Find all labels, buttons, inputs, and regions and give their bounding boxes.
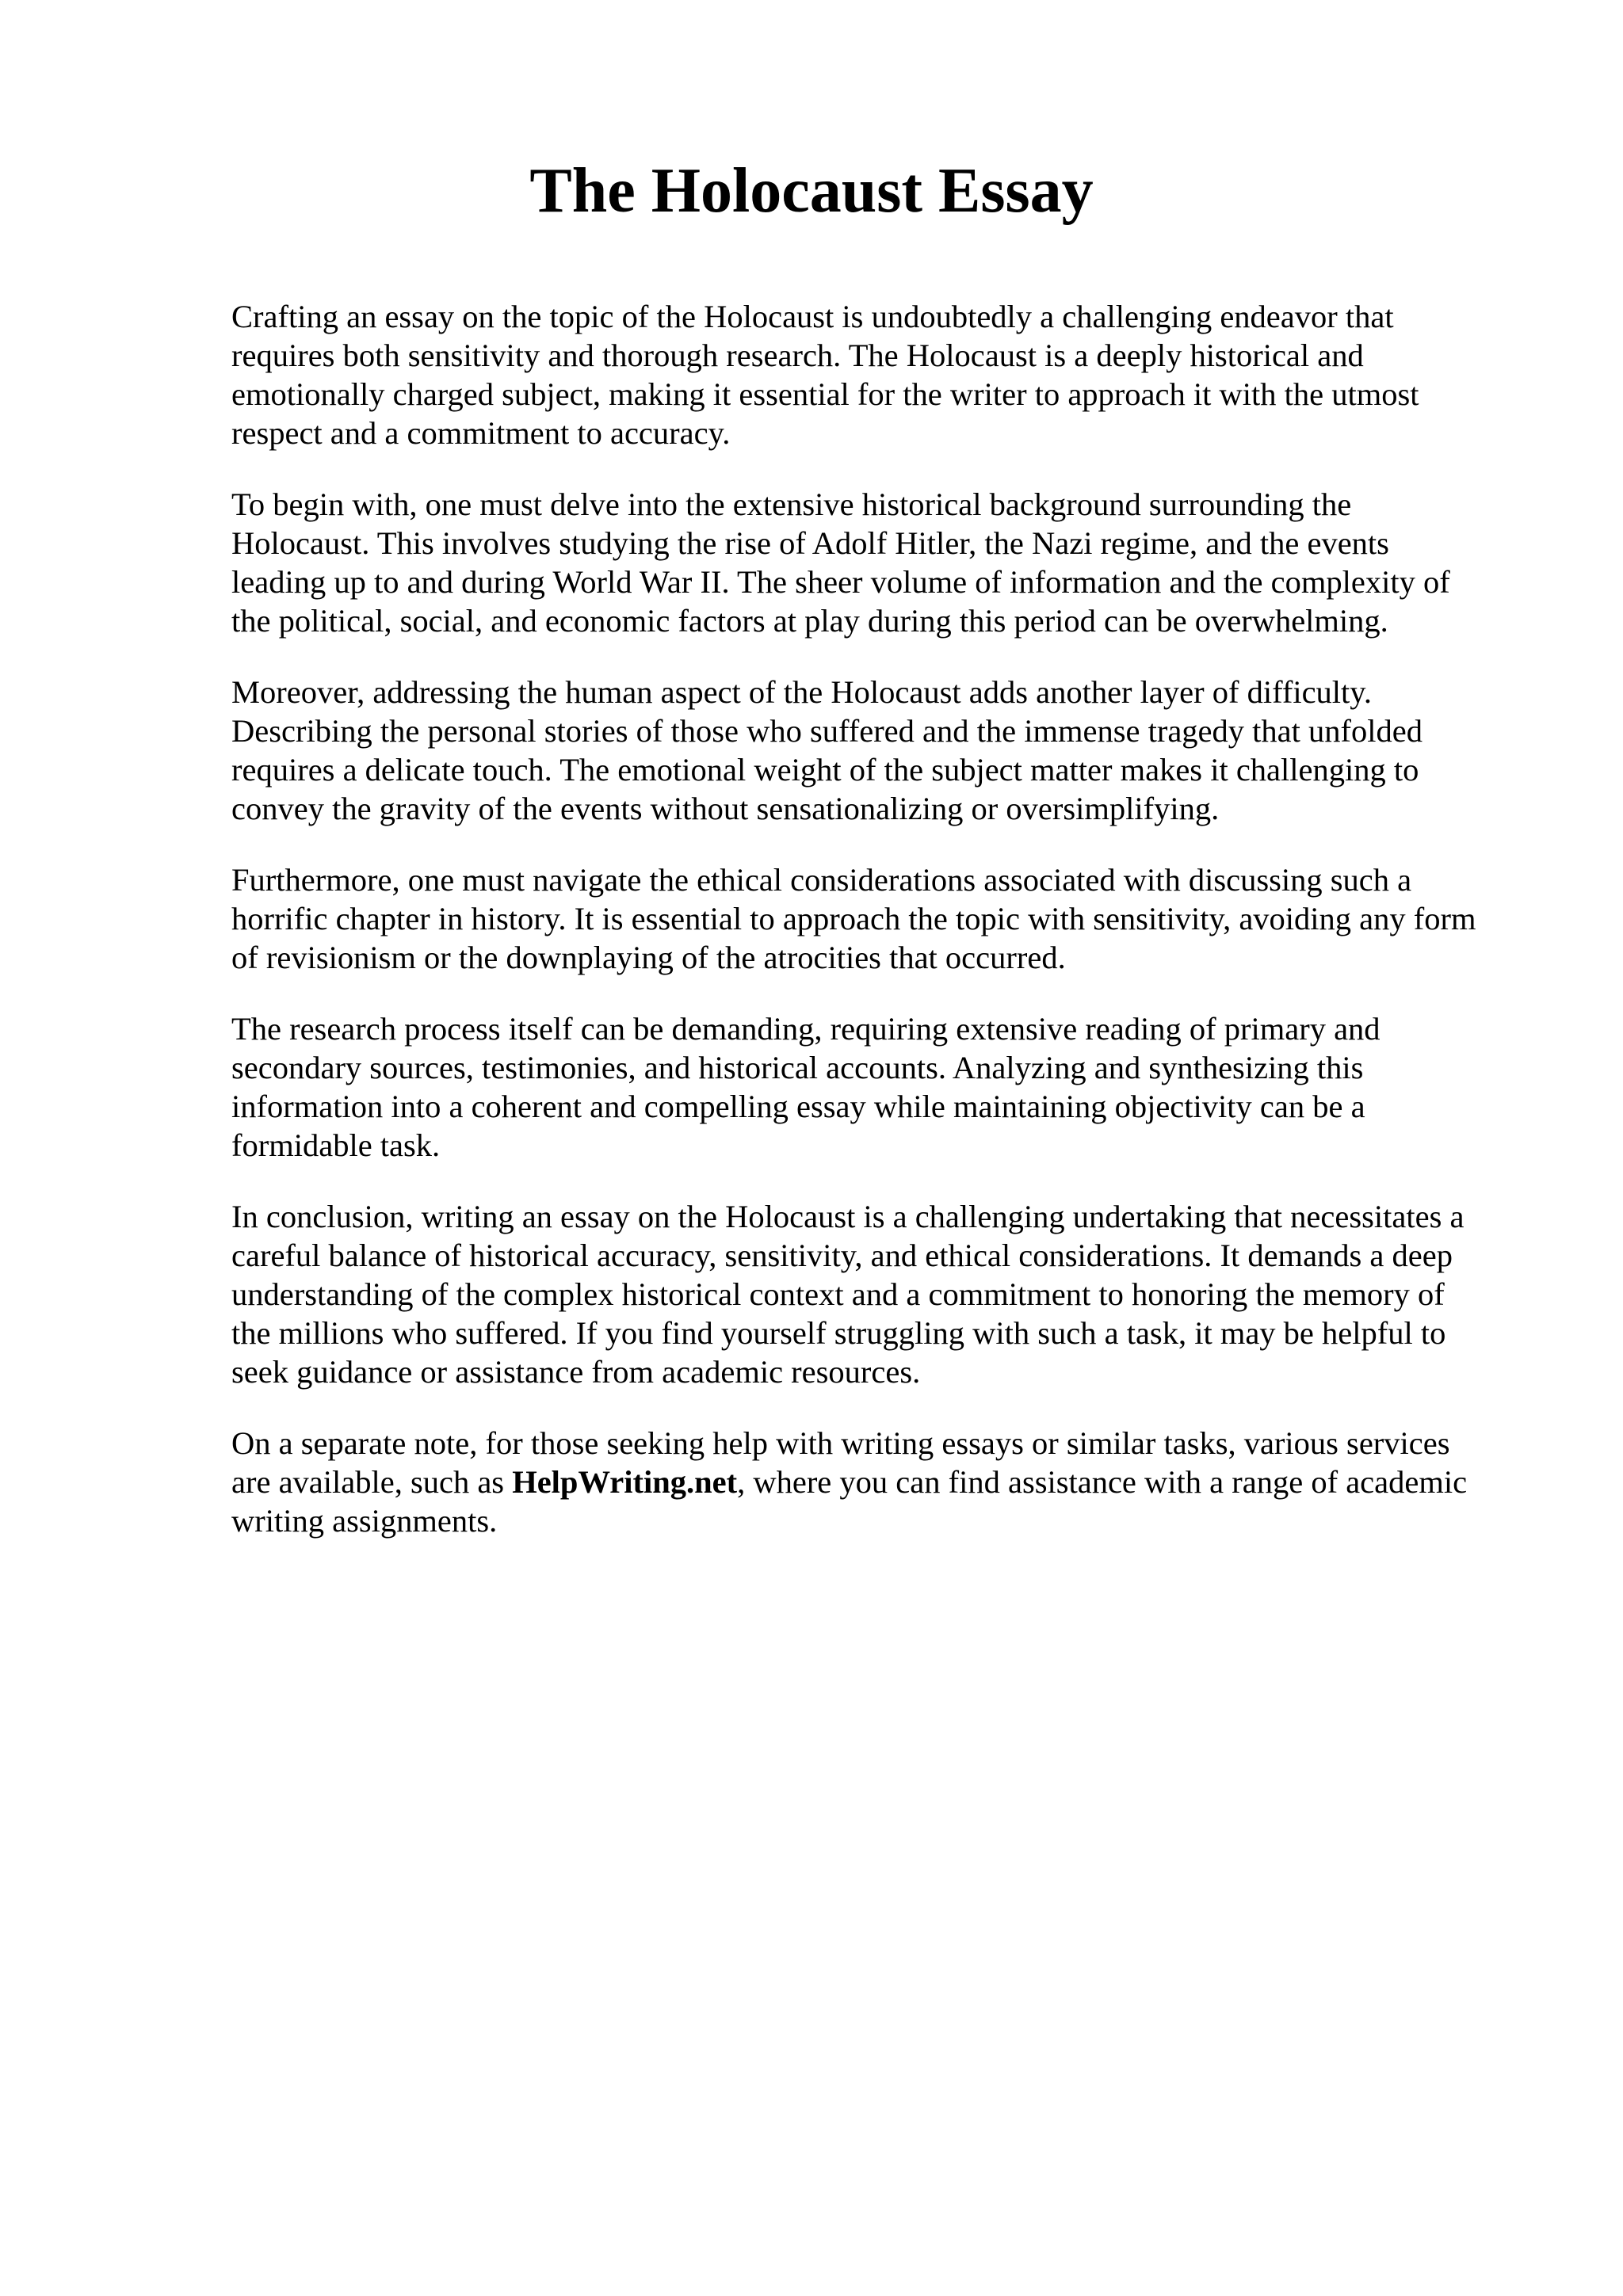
text-line: of revisionism or the downplaying of the atrocities that occurred.	[231, 940, 1066, 975]
closing-text-after: , where you can find assistance with a range of academic	[737, 1464, 1468, 1500]
essay-body	[231, 297, 1531, 1573]
text-line-with-link	[231, 1463, 1531, 1501]
text-line: respect and a commitment to accuracy.	[231, 415, 731, 451]
text-line: leading up to and during World War II. The sheer volume of information and the complexity of	[231, 564, 1450, 600]
page-title: The Holocaust Essay	[529, 156, 1094, 226]
paragraph-2	[231, 485, 1531, 640]
text-line: information into a coherent and compelling essay while maintaining objectivity can be a	[231, 1089, 1365, 1124]
text-line: the political, social, and economic factors at play during this period can be overwhelming.	[231, 603, 1388, 639]
text-line: requires both sensitivity and thorough research. The Holocaust is a deeply historical and	[231, 338, 1364, 373]
text-line: seek guidance or assistance from academic resources.	[231, 1354, 921, 1390]
text-line: To begin with, one must delve into the extensive historical background surrounding the	[231, 486, 1352, 522]
paragraph-4	[231, 860, 1531, 977]
text-line: the millions who suffered. If you find yourself struggling with such a task, it may be helpful to	[231, 1315, 1446, 1351]
text-line: secondary sources, testimonies, and historical accounts. Analyzing and synthesizing this	[231, 1050, 1364, 1085]
paragraph-3	[231, 673, 1531, 828]
text-line: On a separate note, for those seeking help with writing essays or similar tasks, various services	[231, 1425, 1450, 1461]
paragraph-1	[231, 297, 1531, 452]
text-line: requires a delicate touch. The emotional weight of the subject matter makes it challenging to	[231, 752, 1419, 788]
text-line: Describing the personal stories of those who suffered and the immense tragedy that unfolded	[231, 713, 1423, 749]
text-line: Furthermore, one must navigate the ethical considerations associated with discussing such a	[231, 862, 1412, 898]
paragraph-5	[231, 1009, 1531, 1165]
text-line: convey the gravity of the events without sensationalizing or oversimplifying.	[231, 791, 1220, 826]
paragraph-6	[231, 1197, 1531, 1391]
text-line: Holocaust. This involves studying the rise of Adolf Hitler, the Nazi regime, and the events	[231, 525, 1389, 561]
text-line: In conclusion, writing an essay on the Holocaust is a challenging undertaking that necessitates a	[231, 1199, 1465, 1234]
text-line: Moreover, addressing the human aspect of the Holocaust adds another layer of difficulty.	[231, 674, 1373, 710]
text-line: Crafting an essay on the topic of the Holocaust is undoubtedly a challenging endeavor that	[231, 299, 1394, 334]
text-line: The research process itself can be demanding, requiring extensive reading of primary and	[231, 1011, 1381, 1047]
text-line: writing assignments.	[231, 1503, 498, 1539]
text-line: formidable task.	[231, 1127, 441, 1163]
text-line: emotionally charged subject, making it essential for the writer to approach it with the utmost	[231, 376, 1419, 412]
text-line: understanding of the complex historical context and a commitment to honoring the memory of	[231, 1276, 1445, 1312]
helpwriting-brand-name: HelpWriting.net	[512, 1464, 738, 1500]
closing-text-before: are available, such as	[231, 1464, 513, 1500]
closing-paragraph	[231, 1424, 1531, 1540]
text-line: careful balance of historical accuracy, sensitivity, and ethical considerations. It demands a deep	[231, 1238, 1453, 1273]
text-line: horrific chapter in history. It is essential to approach the topic with sensitivity, avoiding any form	[231, 901, 1476, 936]
